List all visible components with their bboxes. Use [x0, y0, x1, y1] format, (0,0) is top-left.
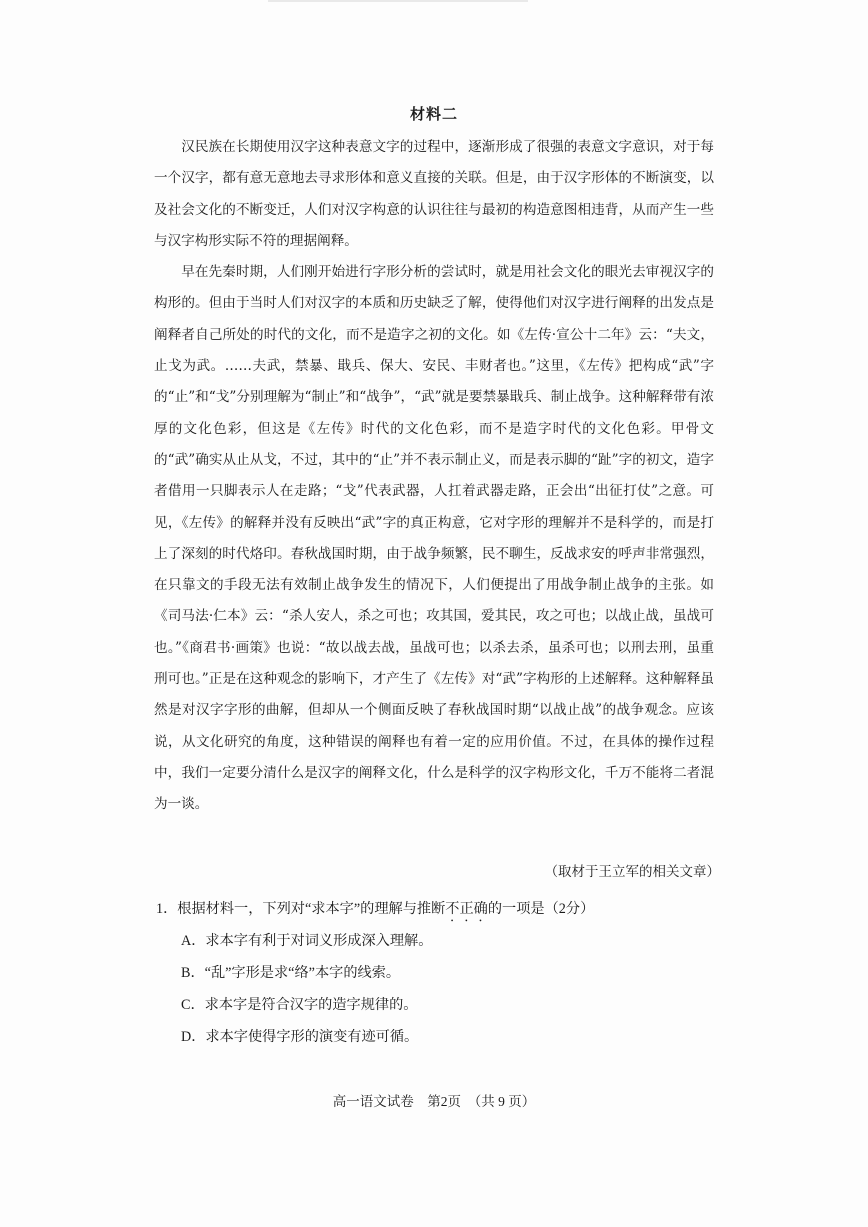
- option-a: A．求本字有利于对词义形成深入理解。: [181, 933, 433, 949]
- question-stem-before: 根据材料一，下列对“求本字”的理解与推断: [177, 901, 446, 917]
- passage-paragraph-1: 汉民族在长期使用汉字这种表意文字的过程中，逐渐形成了很强的表意文字意识，对于每一个汉字，都有意无意地去寻求形体和意义直接的关联。但是，由于汉字形体的不断演变，以及社会文化的不断变迁，人们对汉字构意的认识往往与最初的构造意图相违背，从而产生一些与汉字构形实际不符的理据阐释。: [154, 139, 714, 249]
- option-b: B．“乱”字形是求“络”本字的线索。: [181, 965, 401, 981]
- passage-paragraph-2: 早在先秦时期，人们刚开始进行字形分析的尝试时，就是用社会文化的眼光去审视汉字的构形的。但由于当时人们对汉字的本质和历史缺乏了解，使得他们对汉字进行阐释的出发点是阐释者自己所处的时代的文化，而不是造字之初的文化。如《左传·宣公十二年》云：“夫文，止戈为武。……夫武，禁暴、戢兵、保大、安民、丰财者也。”这里，《左传》把构成“武”字的“止”和“戈”分别理解为“制止”和“战争”，“武”就是要禁暴戢兵、制止战争。这种解释带有浓厚的文化色彩，但这是《左传》时代的文化色彩，而不是造字时代的文化色彩。甲骨文的“武”确实从止从戈，不过，其中的“止”并不表示制止义，而是表示脚的“趾”字的初文，造字者借用一只脚表示人在走路；“戈”代表武器，人扛着武器走路，正会出“出征打仗”之意。可见，《左传》的解释并没有反映出“武”字的真正构意，它对字形的理解并不是科学的，而是打上了深刻的时代烙印。春秋战国时期，由于战争频繁，民不聊生，反战求安的呼声非常强烈，在只靠文的手段无法有效制止战争发生的情况下，人们便提出了用战争制止战争的主张。如《司马法·仁本》云：“杀人安人，杀之可也；攻其国，爱其民，攻之可也；以战止战，虽战可也。”《商君书·画策》也说：“故以战去战，虽战可也；以杀去杀，虽杀可也；以刑去刑，虽重刑可也。”正是在这种观念的影响下，才产生了《左传》对“武”字构形的上述解释。这种解释虽然是对汉字字形的曲解，但却从一个侧面反映了春秋战国时期“以战止战”的战争观念。应该说，从文化研究的角度，这种错误的阐释也有着一定的应用价值。不过，在具体的操作过程中，我们一定要分清什么是汉字的阐释文化，什么是科学的汉字构形文化，千万不能将二者混为一谈。: [154, 264, 714, 813]
- question-stem: [156, 893, 716, 925]
- question-1: [156, 893, 716, 1053]
- page-footer: 高一语文试卷 第2页 （共 9 页）: [332, 1094, 536, 1109]
- question-stem-after: 的一项是（2分）: [487, 901, 595, 917]
- question-number: 1．: [156, 901, 178, 917]
- option-d: D．求本字使得字形的演变有迹可循。: [181, 1029, 419, 1045]
- passage: [154, 132, 714, 821]
- scan-artifact: [268, 0, 528, 2]
- source-note: （取材于王立军的相关文章）: [544, 864, 720, 880]
- option-c: C．求本字是符合汉字的造字规律的。: [181, 997, 418, 1013]
- question-stem-emphasis: 不正确: [445, 901, 488, 917]
- section-title: 材料二: [409, 105, 458, 123]
